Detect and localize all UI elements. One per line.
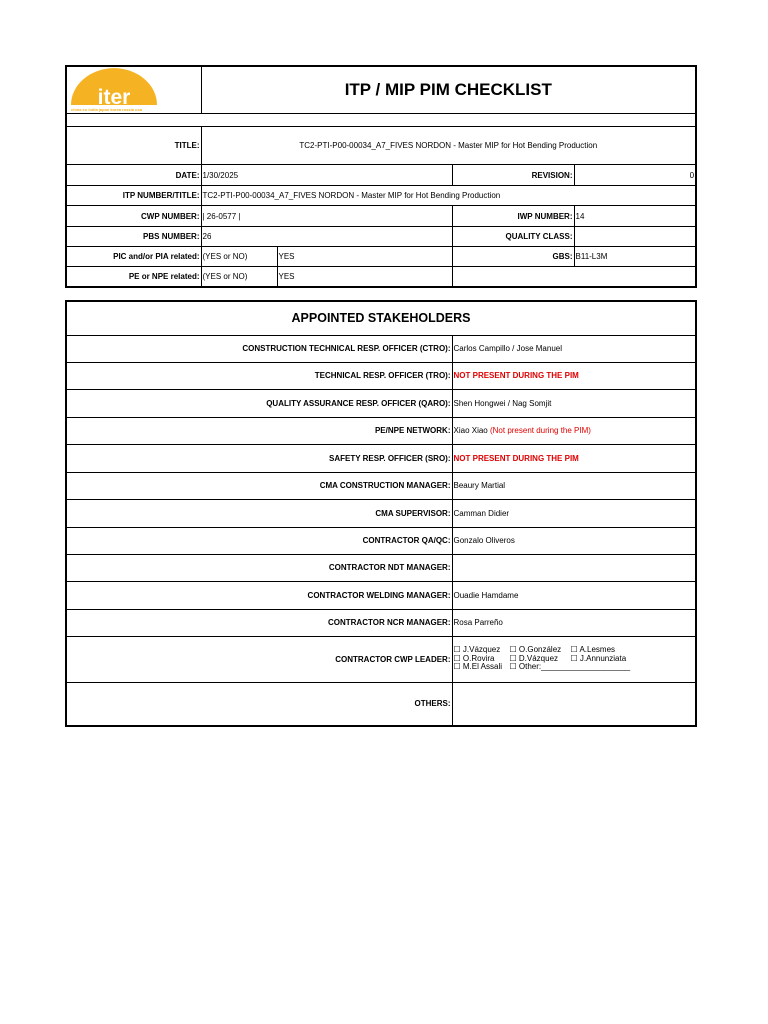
cwp-label: CWP NUMBER: <box>66 206 201 227</box>
cma-construction-manager-value: Beaury Martial <box>452 472 696 499</box>
sro-label: SAFETY RESP. OFFICER (SRO): <box>66 444 452 472</box>
logo-tagline: china eu india japan korea russia usa <box>71 107 142 112</box>
pe-network-value: Xiao Xiao <box>453 426 488 435</box>
cwp-leader-options <box>452 636 696 682</box>
gbs-value: B11-L3M <box>574 247 696 267</box>
header-table <box>65 65 697 288</box>
iwp-label: IWP NUMBER: <box>452 206 574 227</box>
pic-value: YES <box>277 247 452 267</box>
pic-hint: (YES or NO) <box>201 247 277 267</box>
contractor-ncr-value: Rosa Parreño <box>452 609 696 636</box>
title-value: TC2-PTI-P00-00034_A7_FIVES NORDON - Master MIP for Hot Bending Production <box>201 127 696 165</box>
pbs-value: 26 <box>201 227 452 247</box>
ctro-value: Carlos Campillo / Jose Manuel <box>452 335 696 362</box>
qaro-value: Shen Hongwei / Nag Somjit <box>452 389 696 417</box>
cwp-leader-option[interactable]: ☐ O.González <box>509 645 562 655</box>
logo-cell <box>66 66 201 114</box>
stakeholders-table <box>65 300 697 727</box>
itp-label: ITP NUMBER/TITLE: <box>66 186 201 206</box>
cwp-leader-option[interactable]: ☐ D.Vázquez <box>509 653 559 663</box>
contractor-welding-label: CONTRACTOR WELDING MANAGER: <box>66 581 452 609</box>
pe-network-label: PE/NPE NETWORK: <box>66 417 452 444</box>
itp-value: TC2-PTI-P00-00034_A7_FIVES NORDON - Master MIP for Hot Bending Production <box>201 186 696 206</box>
revision-label: REVISION: <box>452 165 574 186</box>
ctro-label: CONSTRUCTION TECHNICAL RESP. OFFICER (CTRO): <box>66 335 452 362</box>
pe-network-cell <box>452 417 696 444</box>
quality-class-label: QUALITY CLASS: <box>452 227 574 247</box>
pe-network-note: (Not present during the PIM) <box>489 426 591 435</box>
contractor-qaqc-value: Gonzalo Oliveros <box>452 527 696 554</box>
pe-label: PE or NPE related: <box>66 267 201 287</box>
others-value <box>452 682 696 726</box>
cwp-leader-label: CONTRACTOR CWP LEADER: <box>66 636 452 682</box>
cwp-value: | 26-0577 | <box>201 206 452 227</box>
stakeholders-title: APPOINTED STAKEHOLDERS <box>66 301 696 335</box>
cwp-leader-option[interactable]: ☐ A.Lesmes <box>570 645 616 655</box>
date-label: DATE: <box>66 165 201 186</box>
iwp-value: 14 <box>574 206 696 227</box>
cma-construction-manager-label: CMA CONSTRUCTION MANAGER: <box>66 472 452 499</box>
page-title: ITP / MIP PIM CHECKLIST <box>201 66 696 114</box>
pic-label: PIC and/or PIA related: <box>66 247 201 267</box>
cma-supervisor-value: Camman Didier <box>452 499 696 527</box>
cwp-leader-option-other[interactable]: ☐ Other:____________________ <box>509 662 631 672</box>
cwp-leader-option[interactable]: ☐ O.Rovira <box>453 653 495 663</box>
contractor-ncr-label: CONTRACTOR NCR MANAGER: <box>66 609 452 636</box>
iter-logo <box>68 67 201 113</box>
revision-value: 0 <box>574 165 696 186</box>
contractor-welding-value: Ouadie Hamdame <box>452 581 696 609</box>
date-value: 1/30/2025 <box>201 165 452 186</box>
gbs-label: GBS: <box>452 247 574 267</box>
quality-class-value <box>574 227 696 247</box>
logo-text: iter <box>97 86 131 109</box>
spacer-row <box>66 114 696 127</box>
contractor-qaqc-label: CONTRACTOR QA/QC: <box>66 527 452 554</box>
pe-empty <box>452 267 696 287</box>
cwp-leader-option[interactable]: ☐ M.El Assali <box>453 662 503 672</box>
qaro-label: QUALITY ASSURANCE RESP. OFFICER (QARO): <box>66 389 452 417</box>
pbs-label: PBS NUMBER: <box>66 227 201 247</box>
pe-value: YES <box>277 267 452 287</box>
cwp-leader-option[interactable]: ☐ J.Vázquez <box>453 645 501 655</box>
iter-logo-sun <box>68 67 201 113</box>
title-label: TITLE: <box>66 127 201 165</box>
tro-value: NOT PRESENT DURING THE PIM <box>452 362 696 389</box>
contractor-ndt-value <box>452 554 696 581</box>
sro-value: NOT PRESENT DURING THE PIM <box>452 444 696 472</box>
pe-hint: (YES or NO) <box>201 267 277 287</box>
contractor-ndt-label: CONTRACTOR NDT MANAGER: <box>66 554 452 581</box>
others-label: OTHERS: <box>66 682 452 726</box>
cma-supervisor-label: CMA SUPERVISOR: <box>66 499 452 527</box>
tro-label: TECHNICAL RESP. OFFICER (TRO): <box>66 362 452 389</box>
cwp-leader-option[interactable]: ☐ J.Annunziata <box>570 653 627 663</box>
